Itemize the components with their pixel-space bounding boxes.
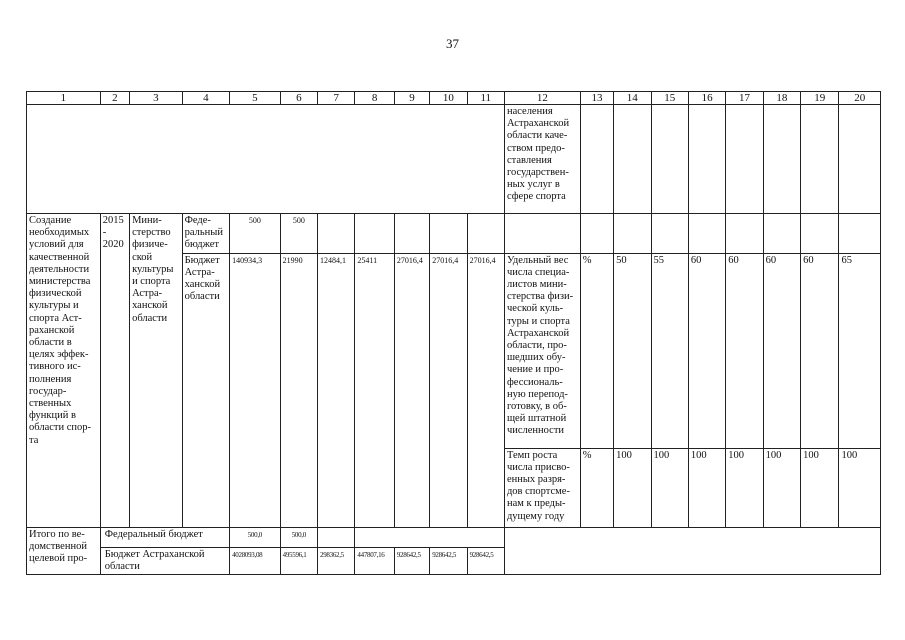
totals-federal-row [27,527,881,547]
amount-cell: 27016,4 [394,253,429,527]
column-number: 15 [651,92,688,105]
amount-cell [355,214,394,254]
amount-cell: 140934,3 [230,253,281,527]
column-number: 4 [182,92,230,105]
amount-cell [318,527,355,547]
amount-cell: 500 [230,214,281,254]
indicator-value: 60 [726,253,763,448]
empty-cell [801,105,839,214]
indicator-unit: % [580,253,613,448]
indicator-value: 55 [651,253,688,448]
indicator-value: 100 [651,448,688,527]
amount-cell: 500,0 [280,527,317,547]
carry-over-indicator: населения Астраханской области каче-ством предо-ставления государствен-ных услуг в сфере спорта [504,105,580,214]
funding-source: Федеральный бюджет [100,527,229,547]
indicator-value: 100 [614,448,651,527]
indicator-value: 100 [726,448,763,527]
funding-source: Бюджет Астраханской области [100,547,229,574]
amount-cell [394,214,429,254]
indicator-value: 60 [688,253,725,448]
column-number: 19 [801,92,839,105]
column-number: 1 [27,92,101,105]
column-number: 17 [726,92,763,105]
empty-cell [614,105,651,214]
indicator-value: 100 [688,448,725,527]
amount-cell: 12484,1 [318,253,355,527]
empty-cell [614,214,651,254]
empty-cell [839,105,881,214]
amount-cell [318,214,355,254]
program-table [26,91,881,575]
measure-period: 2015 - 2020 [100,214,129,528]
column-number-row [27,92,881,105]
amount-cell [467,214,504,254]
measure-federal-row [27,214,881,254]
column-number: 3 [130,92,183,105]
empty-cell [688,105,725,214]
column-number: 10 [430,92,467,105]
amount-cell: 4028093,08 [230,547,281,574]
empty-cell [763,105,800,214]
empty-cell [27,105,505,214]
column-number: 6 [280,92,317,105]
indicator-name: Темп роста числа присво-енных разря-дов спортсме-нам к преды-дущему году [504,448,580,527]
empty-cell [763,214,800,254]
empty-cell [651,105,688,214]
amount-cell: 500 [280,214,317,254]
amount-cell: 21990 [280,253,317,527]
amount-cell: 500,0 [230,527,281,547]
carry-over-row [27,105,881,214]
amount-cell [467,527,504,547]
column-number: 14 [614,92,651,105]
empty-cell [504,527,880,574]
amount-cell [355,527,394,547]
empty-cell [801,214,839,254]
column-number: 20 [839,92,881,105]
column-number: 2 [100,92,129,105]
totals-label: Итого по ве-домственной целевой про- [27,527,101,574]
amount-cell [430,214,467,254]
empty-cell [580,214,613,254]
amount-cell [394,527,429,547]
column-number: 13 [580,92,613,105]
amount-cell [430,527,467,547]
indicator-value: 100 [801,448,839,527]
indicator-value: 100 [839,448,881,527]
amount-cell: 298362,5 [318,547,355,574]
column-number: 8 [355,92,394,105]
amount-cell: 495596,1 [280,547,317,574]
amount-cell: 27016,4 [467,253,504,527]
amount-cell: 928642,5 [394,547,429,574]
indicator-unit: % [580,448,613,527]
funding-source: Феде-ральный бюджет [182,214,230,254]
indicator-name: Удельный вес числа специа-листов мини-стерства физи-ческой куль-туры и спорта Астраханской области, про-шедших обу-чение и про-фессиональ-ную перепод-готовку, в об-щей штатной численности [504,253,580,448]
column-number: 11 [467,92,504,105]
column-number: 12 [504,92,580,105]
measure-executor: Мини-стерство физиче-ской культуры и спорта Астра-ханской области [130,214,183,528]
empty-cell [688,214,725,254]
column-number: 16 [688,92,725,105]
indicator-value: 100 [763,448,800,527]
empty-cell [726,105,763,214]
column-number: 5 [230,92,281,105]
empty-cell [839,214,881,254]
empty-cell [580,105,613,214]
column-number: 9 [394,92,429,105]
empty-cell [726,214,763,254]
indicator-value: 50 [614,253,651,448]
amount-cell: 928642,5 [467,547,504,574]
page-number: 37 [446,36,459,51]
amount-cell: 27016,4 [430,253,467,527]
measure-name: Создание необходимых условий для качественной деятельности министерства физической культуры и спорта Аст-раханской области в целях эффек-тивного ис-полнения государ-ственных функций в области спор-та [27,214,101,528]
indicator-value: 65 [839,253,881,448]
amount-cell: 447807,16 [355,547,394,574]
indicator-value: 60 [763,253,800,448]
indicator-value: 60 [801,253,839,448]
funding-source: Бюджет Астра-ханской области [182,253,230,527]
empty-cell [504,214,580,254]
empty-cell [651,214,688,254]
amount-cell: 25411 [355,253,394,527]
column-number: 7 [318,92,355,105]
amount-cell: 928642,5 [430,547,467,574]
column-number: 18 [763,92,800,105]
